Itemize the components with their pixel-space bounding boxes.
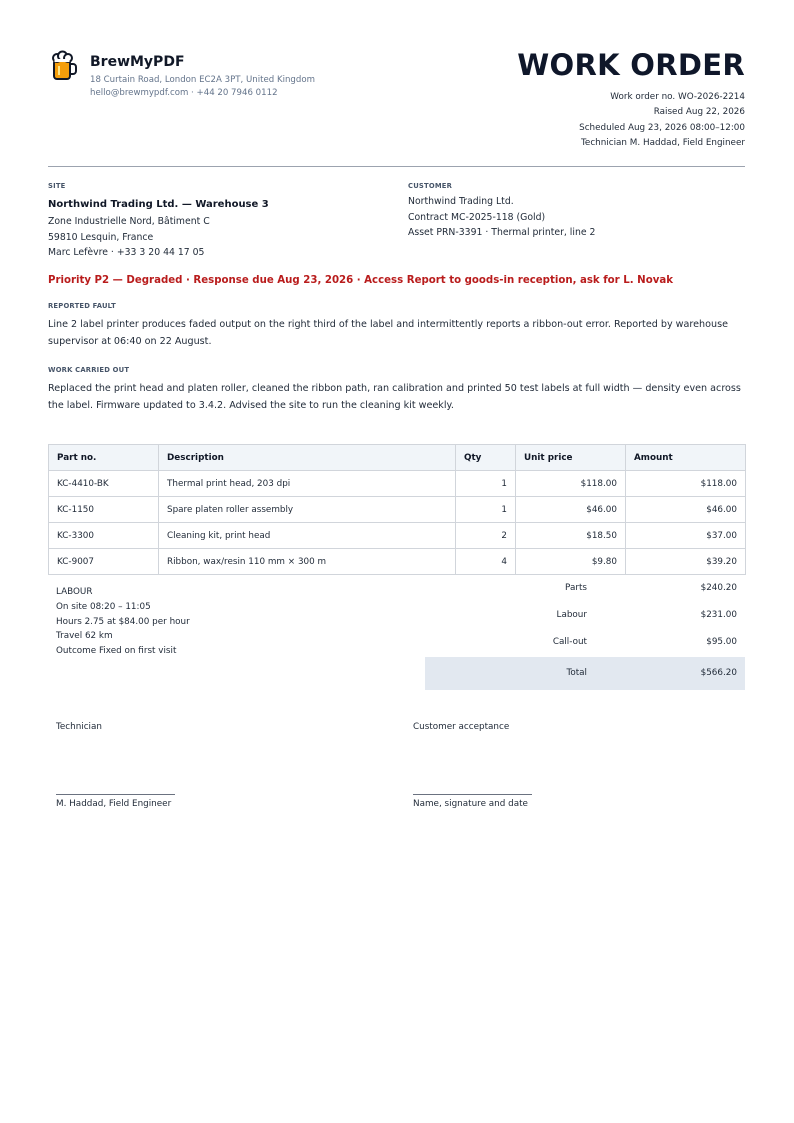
scheduled-window: Scheduled Aug 23, 2026 08:00–12:00 — [579, 122, 745, 133]
header-qty: Qty — [456, 445, 516, 471]
customer-label: CUSTOMER — [408, 182, 453, 190]
customer-name: Northwind Trading Ltd. — [408, 196, 514, 207]
part-qty: 1 — [456, 471, 516, 497]
part-amount: $39.20 — [626, 549, 746, 575]
document-header — [48, 48, 745, 158]
labour-on-site: On site 08:20 – 11:05 — [56, 601, 151, 612]
part-qty: 1 — [456, 497, 516, 523]
part-qty: 4 — [456, 549, 516, 575]
priority-banner: Priority P2 — Degraded · Response due Aug 23, 2026 · Access Report to goods-in reception, ask for L. Novak — [48, 275, 673, 286]
totals-row-parts — [425, 575, 745, 602]
totals-label: Labour — [556, 610, 587, 620]
header-description: Description — [159, 445, 456, 471]
site-postcode-line: 59810 Lesquin, France — [48, 231, 154, 243]
part-unit-price: $9.80 — [516, 549, 626, 575]
reported-fault-text: Line 2 label printer produces faded output on the right third of the label and intermittently reports a ribbon-out error. Reported by warehouse supervisor at 06:40 on 22 August. — [48, 319, 728, 347]
site-contact-line: Marc Lefèvre · +33 3 20 44 17 05 — [48, 247, 205, 258]
part-no: KC-1150 — [49, 497, 159, 523]
beer-mug-icon — [50, 50, 78, 82]
customer-acceptance-signature — [413, 722, 693, 809]
header-part-no: Part no. — [49, 445, 159, 471]
part-description: Ribbon, wax/resin 110 mm × 300 m — [159, 549, 456, 575]
totals-label: Call-out — [552, 637, 587, 647]
brand-name: BrewMyPDF — [90, 54, 185, 70]
part-qty: 2 — [456, 523, 516, 549]
reported-fault-label: REPORTED FAULT — [48, 302, 116, 310]
technician: Technician M. Haddad, Field Engineer — [581, 137, 745, 148]
work-order-page — [48, 48, 745, 809]
totals-row-labour — [425, 602, 745, 629]
parts-table-header — [49, 445, 746, 471]
totals-block — [425, 575, 745, 690]
signature-line — [413, 794, 532, 795]
totals-value: $231.00 — [700, 610, 737, 620]
work-carried-out-label: WORK CARRIED OUT — [48, 366, 130, 374]
document-title: WORK ORDER — [517, 48, 745, 82]
work-order-number: Work order no. WO-2026-2214 — [610, 92, 745, 102]
labour-title: LABOUR — [56, 587, 93, 597]
brand-contact: hello@brewmypdf.com · +44 20 7946 0112 — [90, 88, 278, 98]
part-no: KC-3300 — [49, 523, 159, 549]
customer-acceptance-caption: Name, signature and date — [413, 799, 528, 809]
labour-block — [56, 585, 190, 659]
labour-travel: Travel 62 km — [56, 631, 113, 642]
part-no: KC-9007 — [49, 549, 159, 575]
table-row — [49, 523, 746, 549]
totals-label: Parts — [565, 583, 587, 593]
site-label: SITE — [48, 182, 66, 190]
part-description: Cleaning kit, print head — [159, 523, 456, 549]
work-carried-out-text: Replaced the print head and platen roller, cleaned the ribbon path, ran calibration and printed 50 test labels at full width — density even across the label. Firmware updated to 3.4.2. Advised the site to run the cleaning kit weekly. — [48, 383, 741, 411]
header-amount: Amount — [626, 445, 746, 471]
part-unit-price: $18.50 — [516, 523, 626, 549]
technician-signature-label: Technician — [56, 722, 102, 732]
raised-date: Raised Aug 22, 2026 — [653, 107, 745, 118]
customer-asset: Asset PRN-3391 · Thermal printer, line 2 — [408, 227, 596, 238]
customer-contract: Contract MC-2025-118 (Gold) — [408, 211, 546, 223]
grand-total-row — [425, 657, 745, 690]
signature-line — [56, 794, 175, 795]
part-unit-price: $46.00 — [516, 497, 626, 523]
totals-value: $95.00 — [706, 637, 737, 647]
part-amount: $46.00 — [626, 497, 746, 523]
customer-block — [408, 182, 745, 241]
header-divider — [48, 166, 745, 167]
table-row — [49, 471, 746, 497]
totals-row-call-out — [425, 629, 745, 656]
brand-address: 18 Curtain Road, London EC2A 3PT, United Kingdom — [90, 75, 315, 85]
grand-total-label: Total — [566, 668, 587, 678]
grand-total-value: $566.20 — [700, 668, 737, 678]
parts-table — [48, 444, 746, 575]
table-row — [49, 497, 746, 523]
site-address-line: Zone Industrielle Nord, Bâtiment C — [48, 216, 210, 227]
work-order-meta — [579, 90, 745, 151]
totals-value: $240.20 — [700, 583, 737, 593]
header-unit-price: Unit price — [516, 445, 626, 471]
site-block — [48, 182, 388, 261]
site-name: Northwind Trading Ltd. — Warehouse 3 — [48, 199, 269, 210]
technician-signature — [56, 722, 336, 809]
technician-signature-name: M. Haddad, Field Engineer — [56, 799, 172, 809]
part-description: Thermal print head, 203 dpi — [159, 471, 456, 497]
customer-acceptance-label: Customer acceptance — [413, 722, 510, 732]
part-unit-price: $118.00 — [516, 471, 626, 497]
part-no: KC-4410-BK — [49, 471, 159, 497]
table-row — [49, 549, 746, 575]
part-amount: $118.00 — [626, 471, 746, 497]
part-description: Spare platen roller assembly — [159, 497, 456, 523]
part-amount: $37.00 — [626, 523, 746, 549]
labour-hours: Hours 2.75 at $84.00 per hour — [56, 616, 190, 627]
labour-outcome: Outcome Fixed on first visit — [56, 646, 177, 657]
